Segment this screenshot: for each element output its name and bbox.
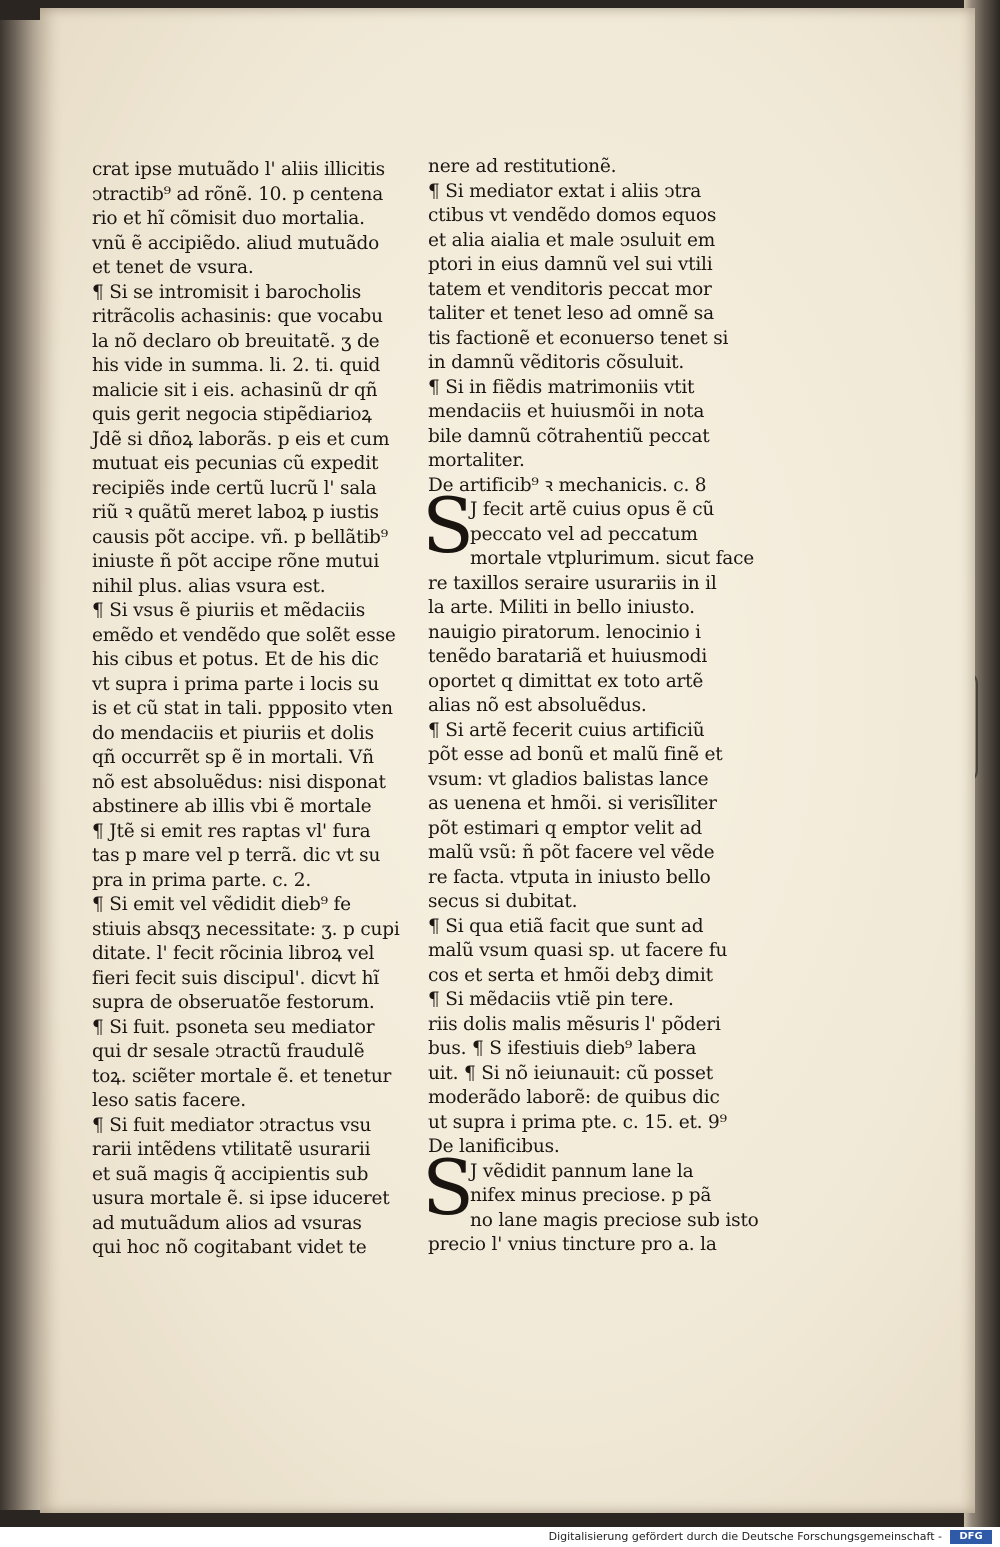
text-line: nihil plus. alias vsura est. <box>92 575 326 597</box>
text-line: secus si dubitat. <box>428 891 578 912</box>
dfg-logo: DFG <box>950 1530 992 1544</box>
text-line: causis põt accipe. vñ. p bellãtib⁹ <box>92 526 388 548</box>
text-line: recipiẽs inde certũ lucrũ l' sala <box>92 477 377 499</box>
text-line: ¶ Si in fiẽdis matrimoniis vtit <box>428 376 695 398</box>
text-line: mortale vtplurimum. sicut face <box>470 548 755 569</box>
text-line: rarii intẽdens vtilitatẽ usurarii <box>92 1139 371 1160</box>
text-line: ↄtractib⁹ ad rõnẽ. 10. p centena <box>92 183 384 205</box>
text-line: malũ vsũ: ñ põt facere vel vẽde <box>428 842 715 863</box>
text-line: supra de obseruatõe festorum. <box>92 992 375 1013</box>
text-line: ¶ Si artẽ fecerit cuius artificiũ <box>428 719 705 741</box>
text-line: ¶ Jtẽ si emit res raptas vl' fura <box>92 820 371 842</box>
text-line: malũ vsum quasi sp. ut facere fu <box>428 940 728 961</box>
text-line: J fecit artẽ cuius opus ẽ cũ <box>470 499 715 520</box>
text-line: his vide in summa. li. 2. ti. quid <box>92 355 381 376</box>
text-line: emẽdo et vendẽdo que solẽt esse <box>92 624 396 646</box>
text-line: nauigio piratorum. lenocinio i <box>428 621 701 643</box>
text-line: De lanificibus. <box>428 1136 560 1157</box>
text-line: riis dolis malis mẽsuris l' põderi <box>428 1013 721 1035</box>
text-line: qñ occurrẽt sp ẽ in mortali. Vñ <box>92 747 374 768</box>
text-line: nifex minus preciose. p pã <box>470 1185 712 1206</box>
text-line: bus. ¶ S ifestiuis dieb⁹ labera <box>428 1038 697 1059</box>
text-line: ¶ Si fuit. psoneta seu mediator <box>92 1016 375 1038</box>
text-line: la arte. Militi in bello iniusto. <box>428 597 695 618</box>
text-line: oportet q dimittat ex toto artẽ <box>428 670 704 692</box>
text-line: et tenet de vsura. <box>92 257 254 278</box>
text-line: re facta. vtputa in iniusto bello <box>428 866 711 888</box>
text-line: vt supra i prima parte i locis su <box>92 673 379 695</box>
text-line: J vẽdidit pannum lane la <box>470 1160 694 1182</box>
text-line: uit. ¶ Si nõ ieiunauit: cũ posset <box>428 1062 714 1084</box>
decorated-initial: S <box>422 1142 474 1232</box>
text-line: nere ad restitutionẽ. <box>428 156 617 177</box>
text-line: ctibus vt vendẽdo domos equos <box>428 205 717 226</box>
decorated-initial: S <box>422 481 474 570</box>
text-line: pra in prima parte. c. 2. <box>92 869 311 891</box>
text-line: bile damnũ cõtrahentiũ peccat <box>428 425 710 447</box>
text-line: no lane magis preciose sub isto <box>470 1209 759 1231</box>
text-line: riũ ꝛ quãtũ meret laboꝝ p iustis <box>92 502 379 523</box>
text-line: toꝝ. sciẽter mortale ẽ. et tenetur <box>92 1065 392 1087</box>
text-line: in damnũ vẽditoris cõsuluit. <box>428 352 685 373</box>
text-line: cos et serta et hmõi debʒ dimit <box>428 964 713 986</box>
text-line: leso satis facere. <box>92 1090 246 1111</box>
text-line: his cibus et potus. Et de his dic <box>92 649 379 670</box>
text-line: vnũ ẽ accipiẽdo. aliud mutuãdo <box>92 232 380 254</box>
text-line: De artificib⁹ ꝛ mechanicis. c. 8 <box>428 474 707 496</box>
right-text-column <box>422 155 759 1258</box>
text-line: mutuat eis pecunias cũ expedit <box>92 453 379 474</box>
text-line: mendaciis et huiusmõi in nota <box>428 401 705 422</box>
text-line: moderãdo laborẽ: de quibus dic <box>428 1087 720 1108</box>
text-line: põt esse ad bonũ et malũ finẽ et <box>428 744 723 765</box>
text-line: mortaliter. <box>428 450 525 471</box>
text-line: ¶ Si se intromisit i barocholis <box>92 281 362 303</box>
text-line: peccato vel ad peccatum <box>470 523 698 545</box>
text-line: põt estimari q emptor velit ad <box>428 817 703 839</box>
text-line: qui dr sesale ↄtractũ fraudulẽ <box>92 1041 365 1062</box>
text-line: alias nõ est absoluẽdus. <box>428 695 647 716</box>
text-line: ¶ Si emit vel vẽdidit dieb⁹ fe <box>92 894 351 915</box>
funding-notice: Digitalisierung gefördert durch die Deutsche Forschungsgemeinschaft - <box>548 1530 942 1543</box>
text-line: ditate. l' fecit rõcinia libroꝝ vel <box>92 943 375 964</box>
text-line: as uenena et hmõi. si verisĩliter <box>428 793 717 814</box>
text-line: la nõ declaro ob breuitatẽ. ʒ de <box>92 330 380 352</box>
text-line: vsum: vt gladios balistas lance <box>428 768 709 790</box>
text-line: iniuste ñ põt accipe rõne mutui <box>92 551 380 572</box>
text-line: qui hoc nõ cogitabant videt te <box>92 1237 367 1258</box>
text-line: tenẽdo baratariã et huiusmodi <box>428 646 708 667</box>
text-line: ¶ Si mẽdaciis vtiẽ pin tere. <box>428 989 674 1010</box>
text-line: taliter et tenet leso ad omnẽ sa <box>428 303 714 324</box>
text-line: ¶ Si fuit mediator ↄtractus vsu <box>92 1114 372 1136</box>
text-line: quis gerit negocia stipẽdiarioꝝ <box>92 404 372 425</box>
text-line: re taxillos seraire usurariis in il <box>428 572 717 594</box>
text-line: crat ipse mutuãdo l' aliis illicitis <box>92 159 385 180</box>
text-line: Jdẽ si dñoꝝ laborãs. p eis et cum <box>92 428 390 450</box>
text-line: do mendaciis et piuriis et dolis <box>92 722 374 744</box>
text-line: ad mutuãdum alios ad vsuras <box>92 1212 362 1234</box>
text-line: rio et hĩ cõmisit duo mortalia. <box>92 208 365 229</box>
digitization-footer <box>0 1527 1000 1547</box>
text-line: abstinere ab illis vbi ẽ mortale <box>92 796 372 817</box>
text-line: et suã magis q̃ accipientis sub <box>92 1163 369 1185</box>
text-line: ¶ Si vsus ẽ piuriis et mẽdaciis <box>92 600 366 621</box>
text-line: ut supra i prima pte. c. 15. et. 9⁹ <box>428 1111 727 1133</box>
text-line: usura mortale ẽ. si ipse iduceret <box>92 1188 390 1209</box>
left-text-column <box>92 158 412 1261</box>
book-page <box>40 8 975 1513</box>
text-line: tatem et venditoris peccat mor <box>428 278 712 300</box>
text-line: is et cũ stat in tali. ppposito vten <box>92 698 393 719</box>
text-line: stiuis absqʒ necessitate: ʒ. p cupi <box>92 918 400 940</box>
facing-page-edge <box>0 20 45 1510</box>
text-line: malicie sit i eis. achasinũ dr qñ <box>92 379 378 401</box>
text-line: et alia aialia et male ↄsuluit em <box>428 229 716 251</box>
text-line: ritrãcolis achasinis: que vocabu <box>92 306 383 327</box>
text-line: precio l' vnius tincture pro a. la <box>428 1234 717 1255</box>
text-line: ¶ Si qua etiã facit que sunt ad <box>428 915 704 937</box>
text-line: ptori in eius damnũ vel sui vtili <box>428 254 713 275</box>
text-line: tis factionẽ et econuerso tenet si <box>428 327 729 349</box>
text-line: nõ est absoluẽdus: nisi disponat <box>92 771 386 793</box>
text-line: ¶ Si mediator extat i aliis ↄtra <box>428 180 702 202</box>
facing-page-bleed <box>2 199 42 1102</box>
text-line: tas p mare vel p terrã. dic vt su <box>92 845 381 866</box>
text-line: fieri fecit suis discipul'. dicvt hĩ <box>92 967 380 989</box>
